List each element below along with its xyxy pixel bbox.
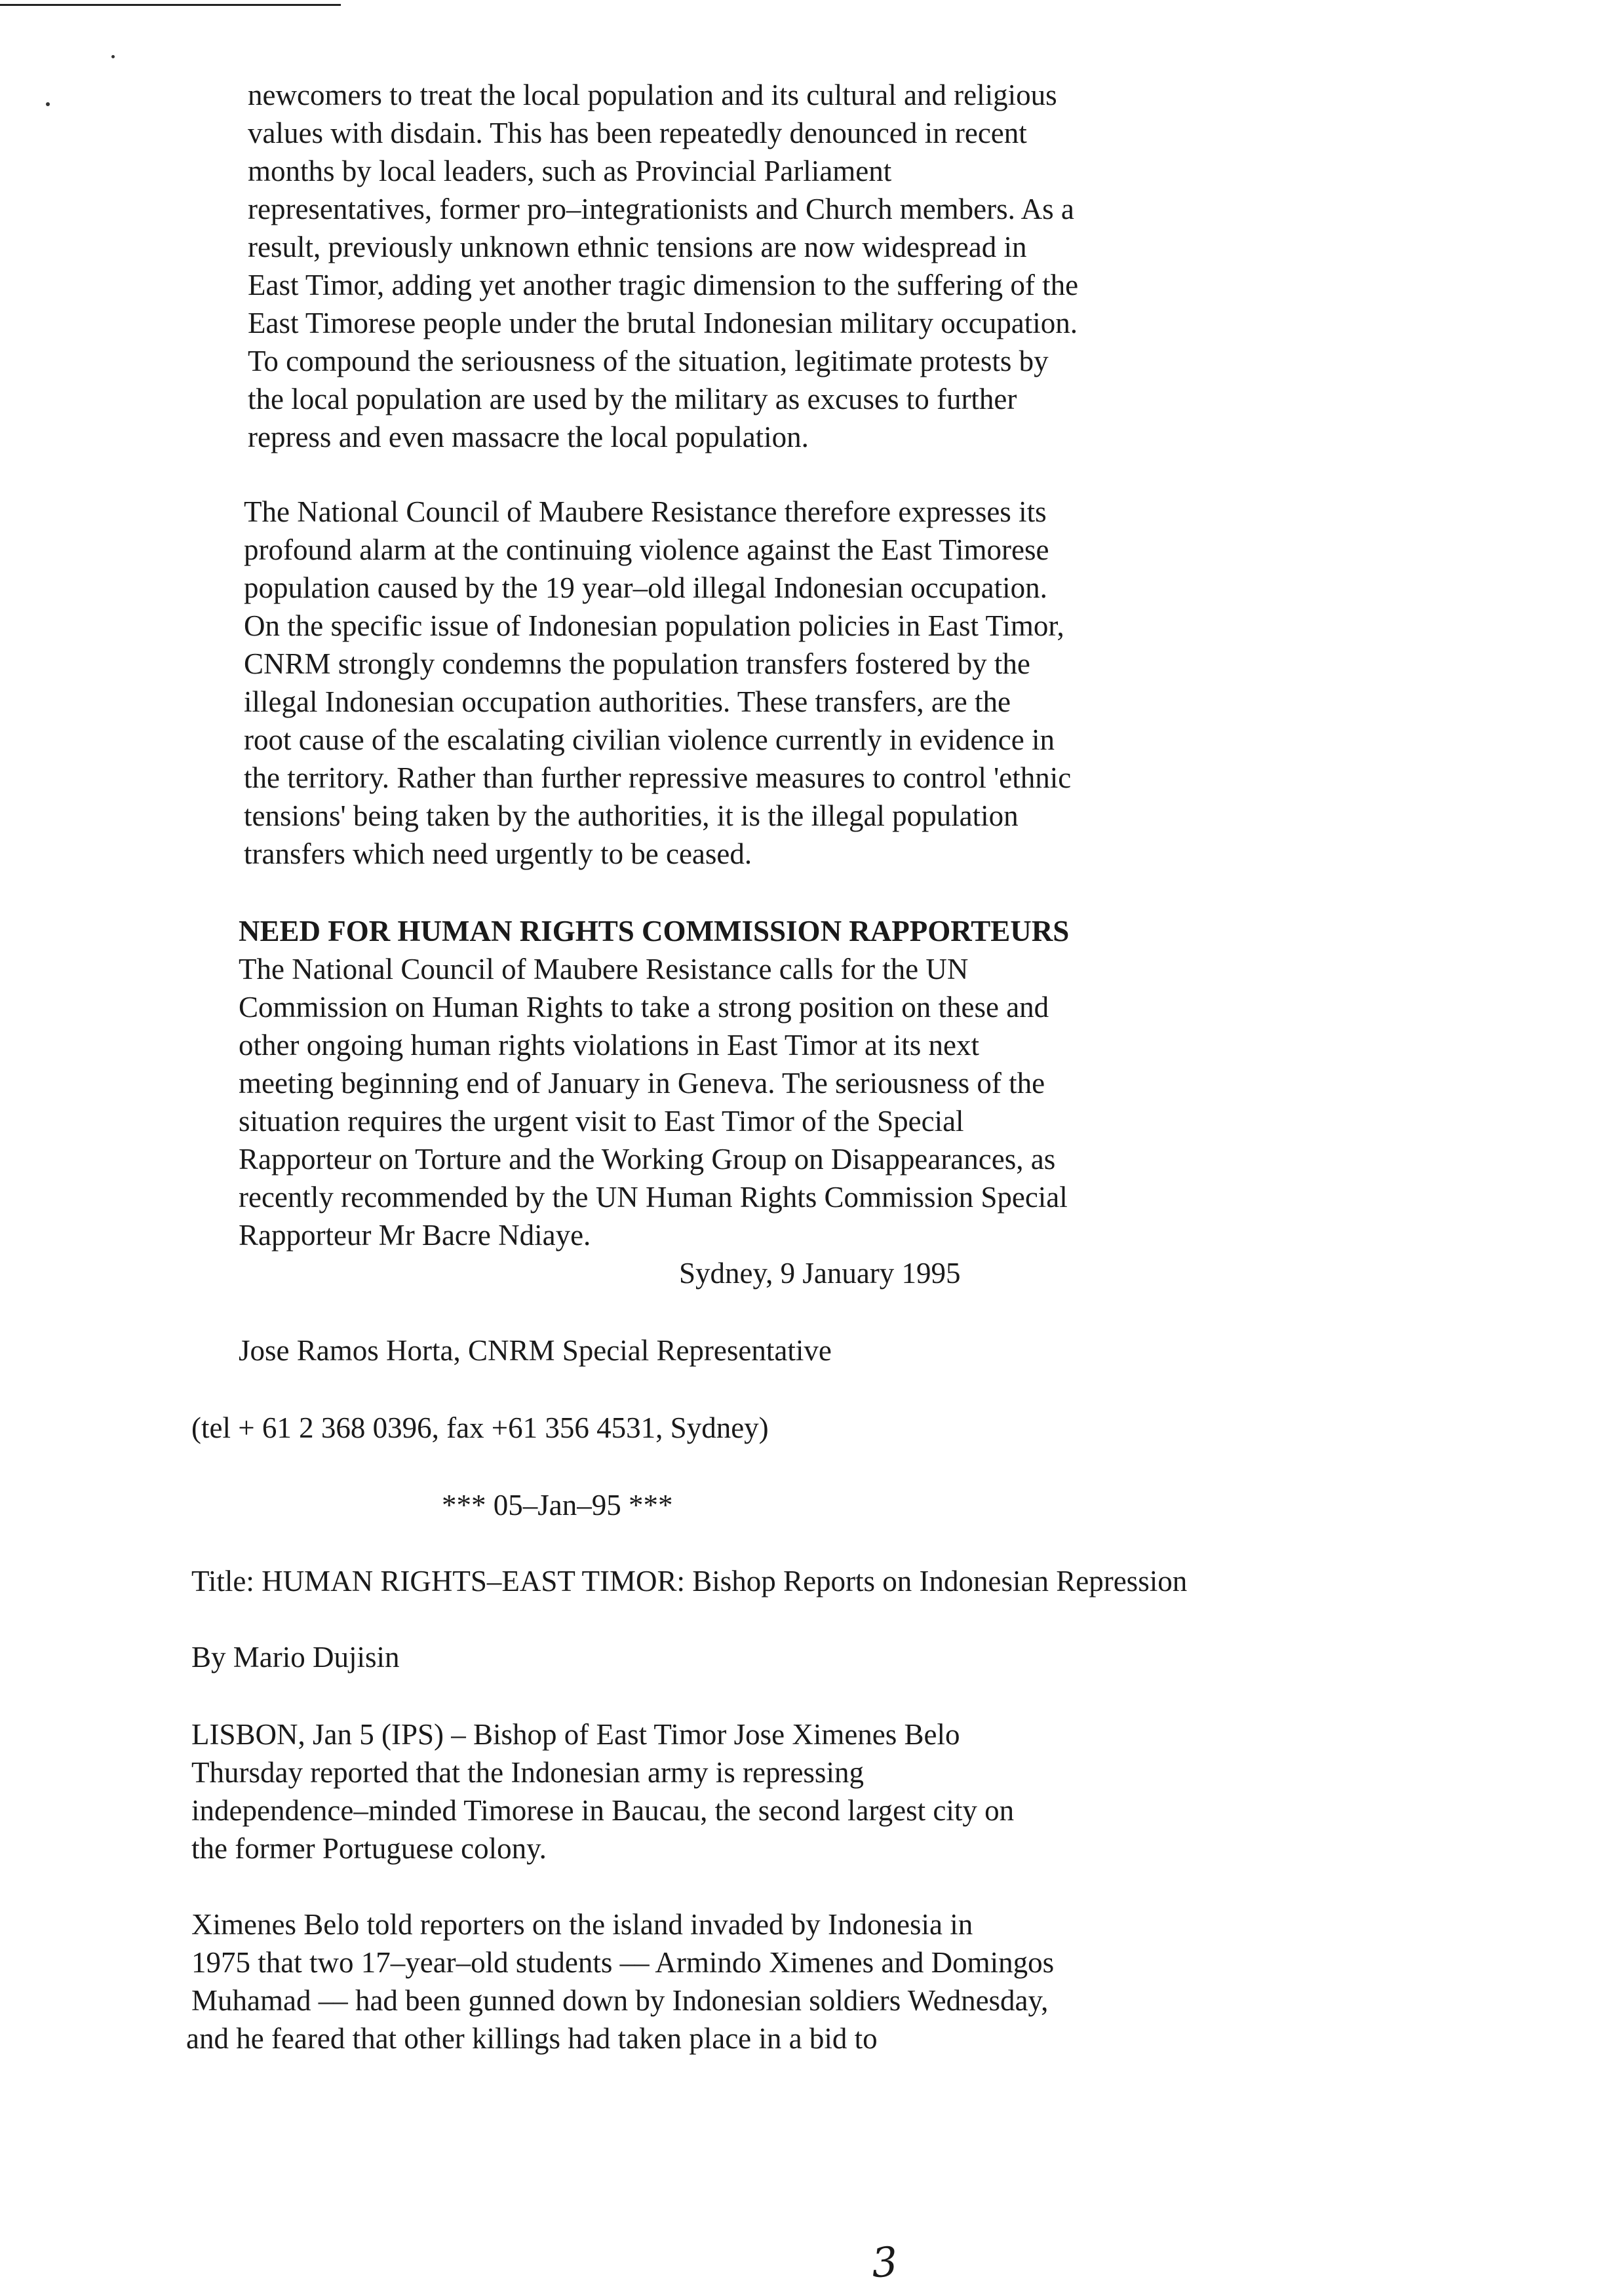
text-line: Thursday reported that the Indonesian army is repressing — [191, 1756, 864, 1789]
signature: Jose Ramos Horta, CNRM Special Representative — [239, 1334, 832, 1367]
text-line: Muhamad –– had been gunned down by Indonesian soldiers Wednesday, — [191, 1984, 1049, 2017]
text-line: other ongoing human rights violations in East Timor at its next — [239, 1029, 979, 1062]
byline: By Mario Dujisin — [191, 1641, 400, 1674]
text-line: Rapporteur Mr Bacre Ndiaye. — [239, 1219, 591, 1252]
top-border-line — [0, 4, 341, 6]
text-line: 1975 that two 17–year–old students –– Armindo Ximenes and Domingos — [191, 1946, 1055, 1979]
text-line: East Timorese people under the brutal Indonesian military occupation. — [248, 307, 1078, 339]
dateline: Sydney, 9 January 1995 — [679, 1257, 961, 1290]
text-line: Rapporteur on Torture and the Working Group on Disappearances, as — [239, 1143, 1056, 1176]
article-title: Title: HUMAN RIGHTS–EAST TIMOR: Bishop Reports on Indonesian Repression — [191, 1565, 1188, 1598]
text-line: result, previously unknown ethnic tensions are now widespread in — [248, 231, 1027, 263]
scan-speck — [46, 102, 50, 106]
text-line: LISBON, Jan 5 (IPS) – Bishop of East Timor Jose Ximenes Belo — [191, 1718, 960, 1751]
text-line: population caused by the 19 year–old illegal Indonesian occupation. — [244, 571, 1047, 604]
text-line: the local population are used by the military as excuses to further — [248, 383, 1017, 415]
text-line: illegal Indonesian occupation authorities. These transfers, are the — [244, 685, 1011, 718]
text-line: To compound the seriousness of the situation, legitimate protests by — [248, 345, 1049, 377]
text-line: meeting beginning end of January in Geneva. The seriousness of the — [239, 1067, 1045, 1100]
text-line: East Timor, adding yet another tragic dimension to the suffering of the — [248, 269, 1079, 301]
text-line: root cause of the escalating civilian violence currently in evidence in — [244, 723, 1055, 756]
scan-speck — [111, 55, 115, 58]
text-line: and he feared that other killings had taken place in a bid to — [186, 2022, 878, 2055]
text-line: CNRM strongly condemns the population transfers fostered by the — [244, 647, 1030, 680]
text-line: transfers which need urgently to be ceased. — [244, 837, 752, 870]
text-line: The National Council of Maubere Resistance calls for the UN — [239, 953, 969, 985]
text-line: values with disdain. This has been repeatedly denounced in recent — [248, 117, 1027, 149]
text-line: independence–minded Timorese in Baucau, the second largest city on — [191, 1794, 1015, 1827]
text-line: Ximenes Belo told reporters on the island invaded by Indonesia in — [191, 1908, 973, 1941]
date-separator: *** 05–Jan–95 *** — [442, 1489, 673, 1521]
text-line: months by local leaders, such as Provincial Parliament — [248, 155, 892, 187]
text-line: The National Council of Maubere Resistance therefore expresses its — [244, 495, 1047, 528]
text-line: the former Portuguese colony. — [191, 1832, 547, 1865]
text-line: recently recommended by the UN Human Rights Commission Special — [239, 1181, 1068, 1214]
text-line: situation requires the urgent visit to East Timor of the Special — [239, 1105, 964, 1138]
text-line: representatives, former pro–integrationists and Church members. As a — [248, 193, 1074, 225]
text-line: newcomers to treat the local population and its cultural and religious — [248, 79, 1057, 111]
contact-info: (tel + 61 2 368 0396, fax +61 356 4531, Sydney) — [191, 1411, 769, 1444]
text-line: repress and even massacre the local population. — [248, 421, 809, 453]
page-number: 3 — [870, 2237, 899, 2287]
text-line: Commission on Human Rights to take a strong position on these and — [239, 991, 1049, 1024]
text-line: the territory. Rather than further repressive measures to control 'ethnic — [244, 761, 1072, 794]
text-line: On the specific issue of Indonesian population policies in East Timor, — [244, 609, 1064, 642]
text-line: tensions' being taken by the authorities, it is the illegal population — [244, 799, 1019, 832]
section-heading: NEED FOR HUMAN RIGHTS COMMISSION RAPPORTEURS — [239, 915, 1070, 947]
text-line: profound alarm at the continuing violence against the East Timorese — [244, 533, 1049, 566]
